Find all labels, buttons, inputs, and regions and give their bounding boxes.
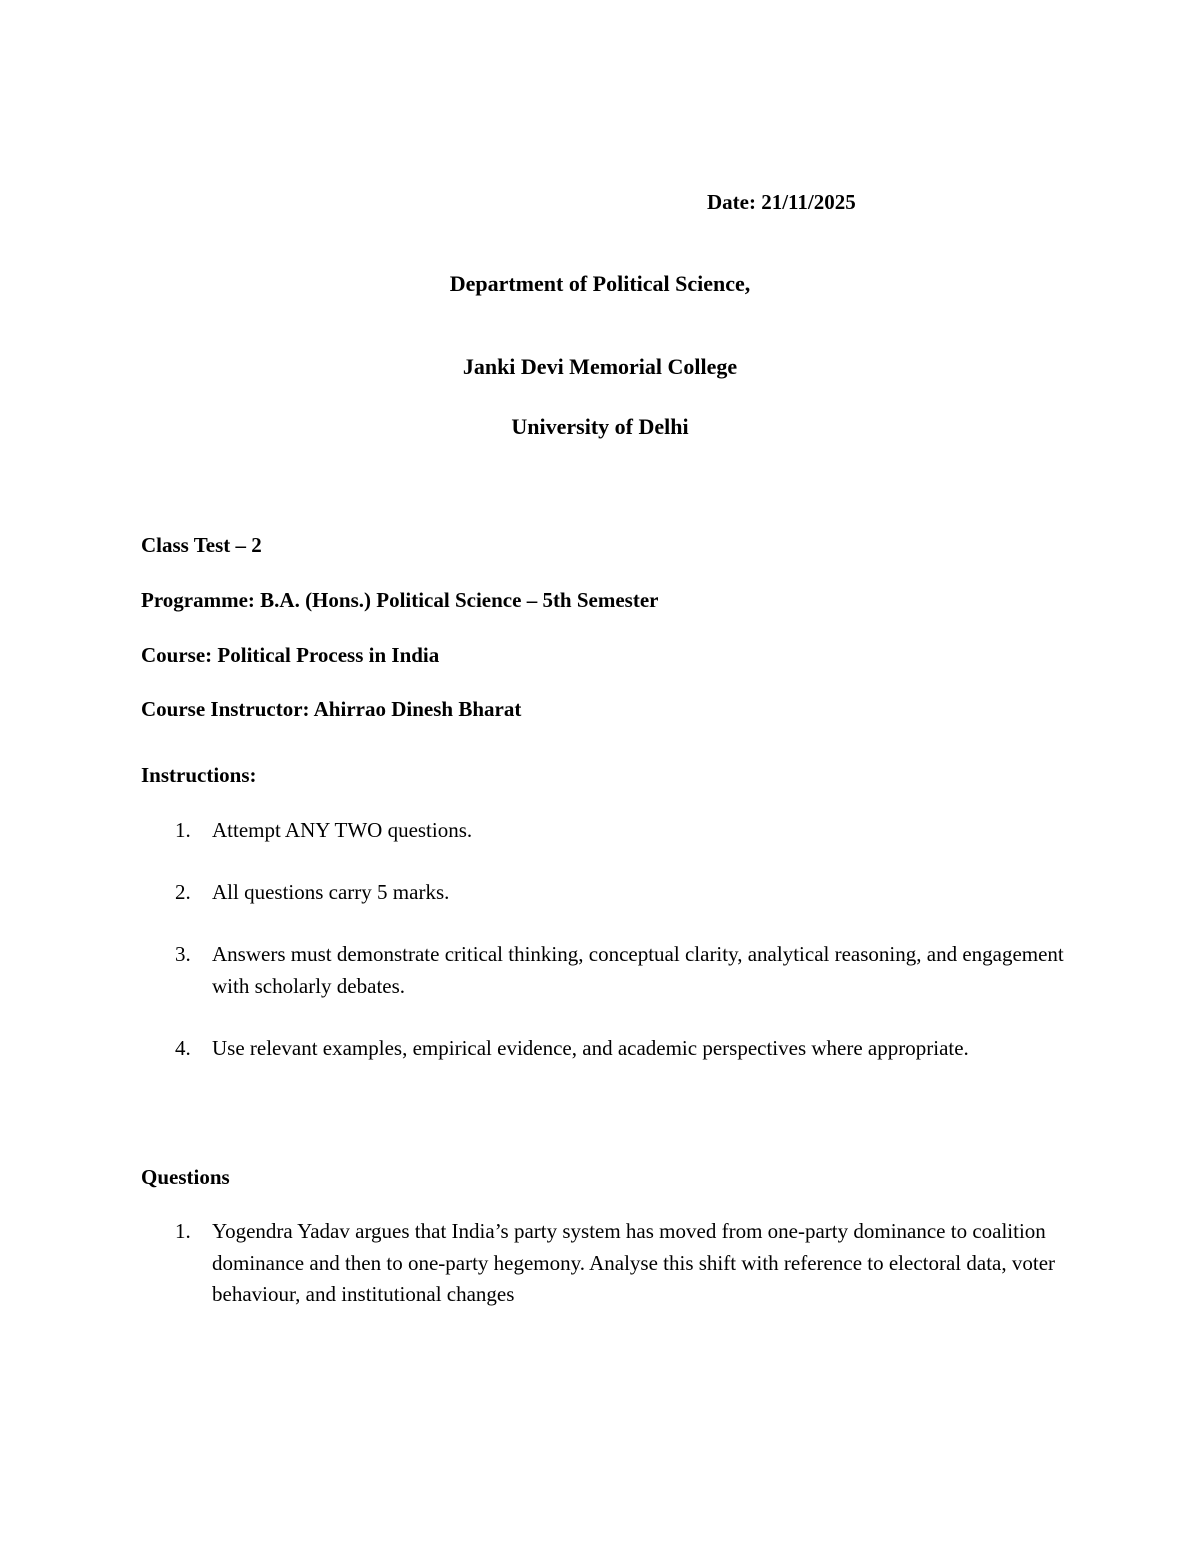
instruction-item	[175, 1033, 1075, 1065]
instruction-number: 2.	[175, 880, 191, 904]
test-date: Date: 21/11/2025	[707, 190, 856, 214]
university-title: University of Delhi	[511, 414, 689, 439]
question-item	[175, 1216, 1075, 1311]
instruction-number: 1.	[175, 818, 191, 842]
questions-heading: Questions	[141, 1165, 230, 1189]
instruction-number: 4.	[175, 1036, 191, 1060]
college-title: Janki Devi Memorial College	[462, 354, 738, 379]
instruction-text: Attempt ANY TWO questions.	[212, 818, 473, 842]
instructions-heading: Instructions:	[141, 763, 257, 787]
course-label: Course: Political Process in India	[141, 643, 440, 667]
instruction-item	[175, 815, 1075, 847]
instruction-text: All questions carry 5 marks.	[212, 880, 450, 904]
class-test-label: Class Test – 2	[141, 533, 262, 557]
instruction-number: 3.	[175, 942, 191, 966]
department-title: Department of Political Science,	[449, 271, 751, 296]
instruction-item	[175, 877, 1075, 909]
programme-label: Programme: B.A. (Hons.) Political Science – 5th Semester	[141, 588, 659, 612]
instructor-label: Course Instructor: Ahirrao Dinesh Bharat	[141, 697, 522, 721]
question-number: 1.	[175, 1219, 191, 1243]
instruction-item	[175, 939, 1075, 1002]
question-text: Yogendra Yadav argues that India’s party system has moved from one-party dominance to coalition dominance and then to one-party hegemony. Analyse this shift with reference to electoral data, voter behaviour, and institutional changes	[212, 1219, 1056, 1306]
instruction-text: Answers must demonstrate critical thinking, conceptual clarity, analytical reasoning, and engagement with scholarly debates.	[212, 942, 1064, 998]
instruction-text: Use relevant examples, empirical evidence, and academic perspectives where appropriate.	[212, 1036, 969, 1060]
